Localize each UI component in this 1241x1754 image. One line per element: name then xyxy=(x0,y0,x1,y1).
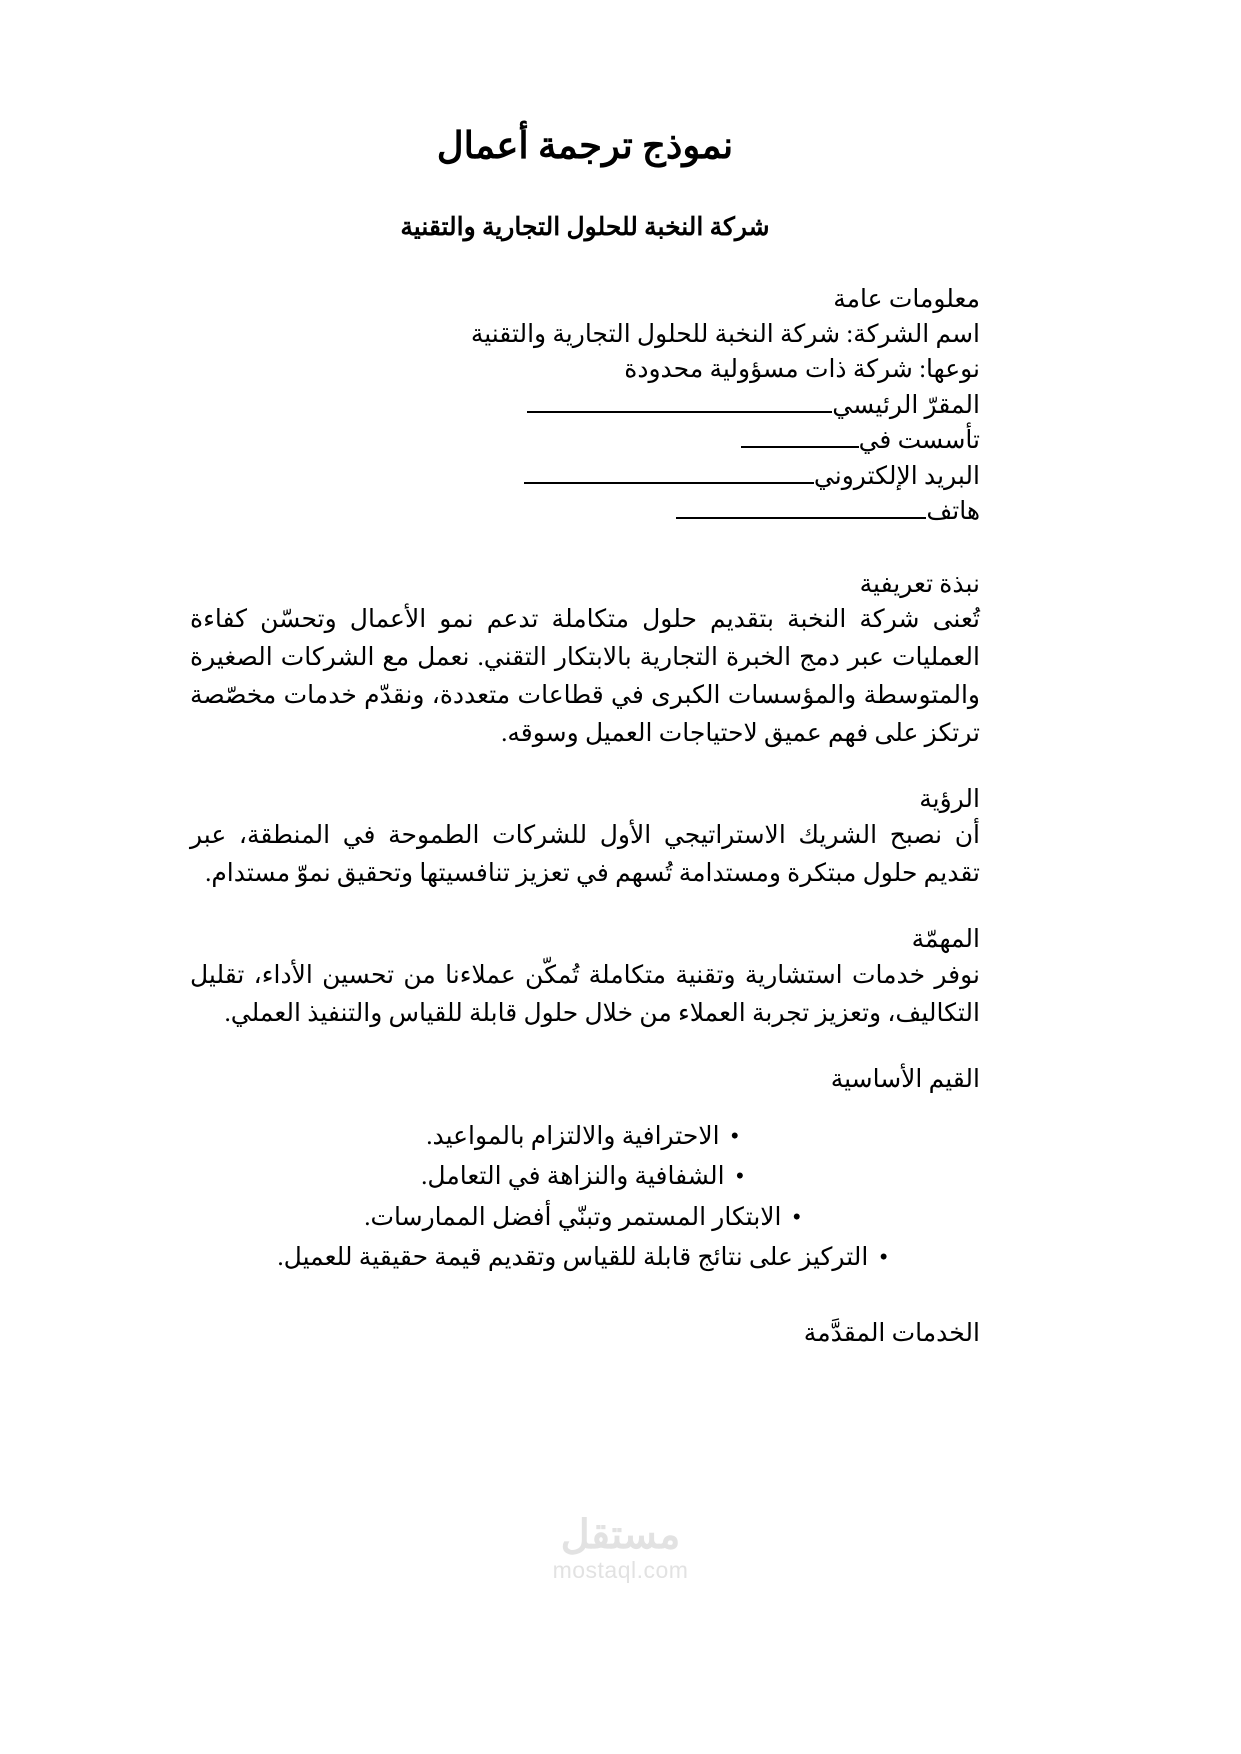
list-item xyxy=(190,1198,980,1239)
vision-paragraph: أن نصبح الشريك الاستراتيجي الأول للشركات الطموحة في المنطقة، عبر تقديم حلول مبتكرة ومستدامة تُسهم في تعزيز تنافسيتها وتحقيق نموّ مستدام. xyxy=(190,822,980,887)
field-label-email: البريد الإلكتروني xyxy=(813,462,980,490)
field-founded[interactable] xyxy=(190,423,980,459)
document-content xyxy=(190,0,980,1350)
spacer xyxy=(190,753,980,783)
watermark-arabic-text: مستقل xyxy=(560,1512,681,1558)
spacer xyxy=(190,530,980,568)
section-heading-core-values: القيم الأساسية xyxy=(830,1065,980,1093)
field-headquarters[interactable] xyxy=(190,388,980,424)
spacer xyxy=(190,893,980,923)
list-item xyxy=(190,1238,980,1279)
list-item-label: الابتكار المستمر وتبنّي أفضل الممارسات. xyxy=(364,1203,782,1231)
list-item xyxy=(190,1157,980,1198)
field-label-phone: هاتف xyxy=(926,498,980,525)
field-blank-headquarters[interactable] xyxy=(527,411,832,413)
field-phone[interactable] xyxy=(190,494,980,530)
section-heading-general-info: معلومات عامة xyxy=(833,285,980,313)
list-item-label: التركيز على نتائج قابلة للقياس وتقديم قيمة حقيقية للعميل. xyxy=(277,1244,869,1271)
company-type-line: نوعها: شركة ذات مسؤولية محدودة xyxy=(624,356,980,383)
spacer xyxy=(190,1097,980,1117)
field-label-headquarters: المقرّ الرئيسي xyxy=(832,391,980,419)
core-values-list xyxy=(190,1117,980,1279)
spacer xyxy=(190,1033,980,1063)
spacer xyxy=(190,1279,980,1317)
mission-paragraph: نوفر خدمات استشارية وتقنية متكاملة تُمكّن عملاءنا من تحسين الأداء، تقليل التكاليف، وتعزيز تجربة العملاء من خلال حلول قابلة للقياس والتنفيذ العملي. xyxy=(190,961,980,1027)
company-subtitle: شركة النخبة للحلول التجارية والتقنية xyxy=(400,214,770,242)
watermark-latin-text: mostaql.com xyxy=(552,1557,689,1584)
field-email[interactable] xyxy=(190,459,980,495)
section-heading-mission: المهمّة xyxy=(911,926,980,953)
list-item xyxy=(190,1117,980,1158)
about-paragraph: تُعنى شركة النخبة بتقديم حلول متكاملة تدعم نمو الأعمال وتحسّن كفاءة العمليات عبر دمج الخبرة التجارية بالابتكار التقني. نعمل مع الشركات الصغيرة والمتوسطة والمؤسسات الكبرى في قطاعات متعددة، ونقدّم خدمات مخصّصة ترتكز على فهم عميق لاحتياجات العميل وسوقه. xyxy=(190,606,980,748)
list-item-label: الاحترافية والالتزام بالمواعيد. xyxy=(426,1122,720,1150)
field-label-founded: تأسست في xyxy=(858,427,980,454)
field-blank-email[interactable] xyxy=(524,482,814,484)
field-blank-phone[interactable] xyxy=(676,517,926,519)
bullet-icon: • xyxy=(792,1203,802,1231)
section-heading-vision: الرؤية xyxy=(919,786,980,814)
bullet-icon: • xyxy=(735,1163,745,1190)
company-name-line: اسم الشركة: شركة النخبة للحلول التجارية والتقنية xyxy=(470,320,980,348)
bullet-icon: • xyxy=(730,1122,740,1150)
field-blank-founded[interactable] xyxy=(741,446,859,448)
spacer xyxy=(190,245,980,283)
watermark-mostaql xyxy=(0,1514,1241,1586)
section-heading-about: نبذة تعريفية xyxy=(859,570,980,598)
section-heading-services: الخدمات المقدَّمة xyxy=(803,1319,980,1347)
page-title: نموذج ترجمة أعمال xyxy=(436,126,734,167)
bullet-icon: • xyxy=(879,1244,888,1271)
list-item-label: الشفافية والنزاهة في التعامل. xyxy=(421,1163,725,1190)
